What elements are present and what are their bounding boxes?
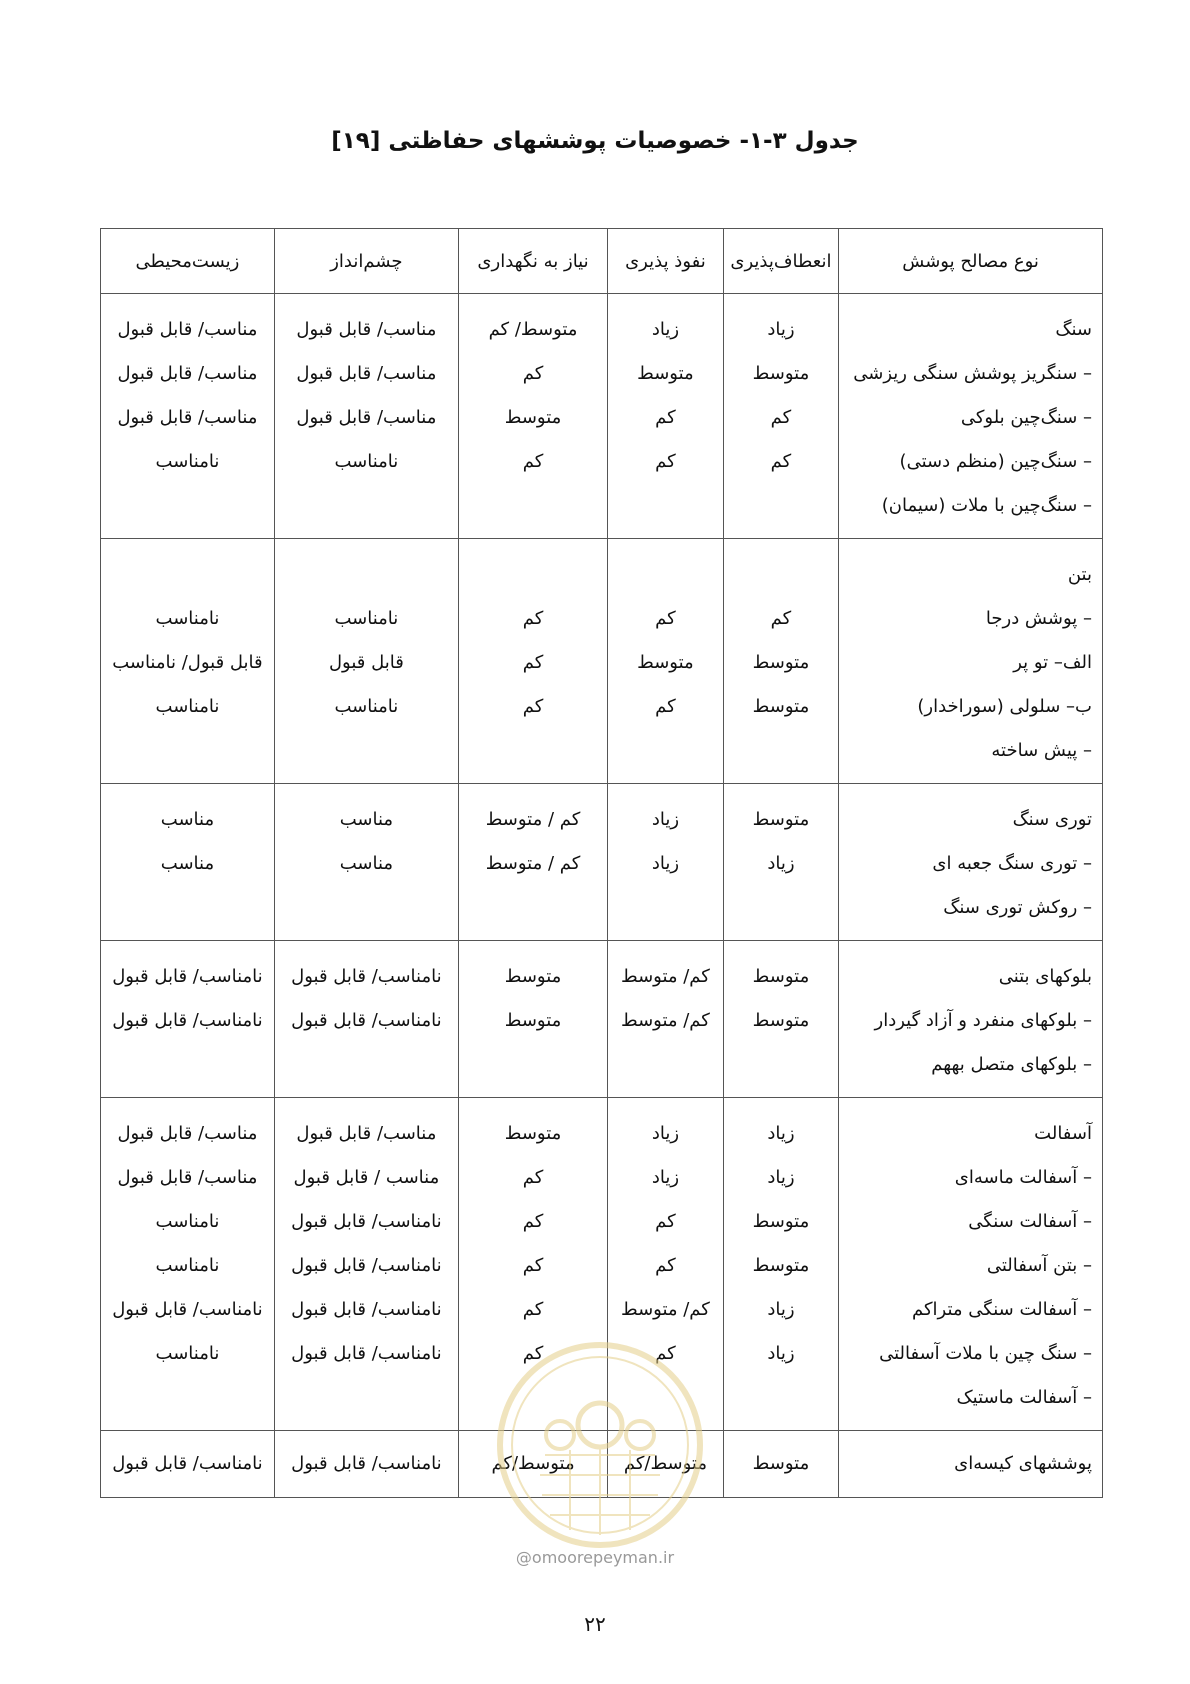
permeability-line: زیاد (651, 1123, 680, 1144)
material-line: – پیش ساخته (991, 740, 1092, 761)
flexibility-line: زیاد (767, 1299, 795, 1320)
maintenance-line: کم (522, 1255, 544, 1276)
material-line: توری سنگ (1012, 809, 1092, 830)
environment-line: مناسب/ قابل قبول (117, 363, 258, 384)
header-row (101, 229, 1103, 294)
environment-line: نامناسب/ قابل قبول (112, 1453, 263, 1474)
coatings-properties-table (100, 228, 1103, 1498)
cell-material (839, 294, 1103, 539)
material-line: – آسفالت سنگی (968, 1211, 1092, 1232)
landscape-line: نامناسب (334, 696, 399, 717)
permeability-line: کم (655, 608, 676, 629)
flexibility-line: متوسط (752, 966, 810, 987)
flexibility-line: متوسط (752, 1010, 810, 1031)
flexibility-line: متوسط (752, 652, 810, 673)
cell-flexibility (723, 1431, 839, 1498)
material-line: – سنگ‌چین (منظم دستی) (899, 451, 1092, 472)
maintenance-line: متوسط (504, 1010, 562, 1031)
cell-maintenance (458, 539, 607, 784)
permeability-line: متوسط (637, 652, 694, 673)
cell-permeability (608, 539, 724, 784)
maintenance-line: کم (522, 1343, 544, 1364)
material-line: پوششهای کیسه‌ای (954, 1453, 1092, 1474)
permeability-line: کم/ متوسط (620, 1010, 710, 1031)
material-line: بتن (1067, 564, 1092, 585)
landscape-line: قابل قبول (328, 652, 404, 673)
cell-flexibility (723, 941, 839, 1098)
material-line: – سنگ چین با ملات آسفالتی (879, 1343, 1092, 1364)
cell-material (839, 1431, 1103, 1498)
maintenance-line: متوسط (504, 407, 562, 428)
material-line: – روکش توری سنگ (943, 897, 1092, 918)
environment-line: مناسب/ قابل قبول (117, 407, 258, 428)
cell-flexibility (723, 294, 839, 539)
maintenance-line: کم (522, 363, 544, 384)
maintenance-line: متوسط (504, 966, 562, 987)
landscape-line: نامناسب/ قابل قبول (291, 1255, 442, 1276)
permeability-line: کم (655, 451, 676, 472)
landscape-line: نامناسب (334, 451, 399, 472)
table-row (101, 539, 1103, 784)
flexibility-line: کم (770, 451, 792, 472)
permeability-line: کم (655, 1343, 676, 1364)
material-line: – آسفالت سنگی متراکم (911, 1299, 1092, 1320)
permeability-line: کم (655, 1211, 676, 1232)
cell-permeability (608, 294, 724, 539)
landscape-line: نامناسب/ قابل قبول (291, 1343, 442, 1364)
permeability-line: زیاد (651, 809, 680, 830)
permeability-line: کم/ متوسط (620, 966, 710, 987)
cell-maintenance (458, 784, 607, 941)
header-permeability: نفوذ پذیری (608, 229, 724, 294)
material-line: – آسفالت ماستیک (956, 1387, 1092, 1408)
maintenance-line: متوسط/ کم (488, 319, 578, 340)
material-line: آسفالت (1034, 1123, 1092, 1144)
cell-environment (101, 539, 275, 784)
maintenance-line: متوسط (504, 1123, 562, 1144)
cell-material (839, 539, 1103, 784)
maintenance-line: کم (522, 1167, 544, 1188)
flexibility-line: متوسط (752, 1211, 810, 1232)
material-line: – آسفالت ماسه‌ای (954, 1167, 1092, 1188)
material-line: – بتن آسفالتی (986, 1255, 1092, 1276)
maintenance-line: کم / متوسط (485, 809, 581, 830)
cell-landscape (274, 294, 458, 539)
cell-environment (101, 1098, 275, 1431)
flexibility-line: متوسط (752, 809, 810, 830)
permeability-line: کم (655, 1255, 676, 1276)
landscape-line: مناسب (339, 809, 394, 830)
flexibility-line: متوسط (752, 1453, 810, 1474)
flexibility-line: کم (770, 608, 792, 629)
cell-flexibility (723, 1098, 839, 1431)
cell-landscape (274, 1098, 458, 1431)
environment-line: مناسب/ قابل قبول (117, 1167, 258, 1188)
maintenance-line: کم (522, 608, 544, 629)
material-line: – بلوکهای متصل بههم (931, 1054, 1092, 1075)
seal-watermark-icon (490, 1325, 710, 1565)
material-line: ب– سلولی (سوراخدار) (917, 696, 1092, 717)
material-line: – سنگریز پوشش سنگی ریزشی (853, 363, 1092, 384)
landscape-line: نامناسب/ قابل قبول (291, 1010, 442, 1031)
cell-environment (101, 294, 275, 539)
cell-environment (101, 784, 275, 941)
environment-line: نامناسب (155, 696, 220, 717)
cell-flexibility (723, 784, 839, 941)
maintenance-line: متوسط/کم (491, 1453, 575, 1474)
landscape-line: نامناسب/ قابل قبول (291, 1211, 442, 1232)
cell-material (839, 784, 1103, 941)
flexibility-line: متوسط (752, 1255, 810, 1276)
environment-line: نامناسب/ قابل قبول (112, 966, 263, 987)
maintenance-line: کم (522, 696, 544, 717)
cell-environment (101, 941, 275, 1098)
header-environment: زیست‌محیطی (101, 229, 275, 294)
environment-line: مناسب/ قابل قبول (117, 1123, 258, 1144)
table-row (101, 941, 1103, 1098)
website-watermark: @omoorepeyman.ir (515, 1548, 675, 1567)
landscape-line: نامناسب/ قابل قبول (291, 1453, 442, 1474)
permeability-line: متوسط (637, 363, 694, 384)
cell-landscape (274, 539, 458, 784)
permeability-line: زیاد (651, 319, 680, 340)
material-line: – توری سنگ جعبه ای (932, 853, 1092, 874)
header-material: نوع مصالح پوشش (839, 229, 1103, 294)
environment-line: قابل قبول/ نامناسب (112, 652, 263, 673)
landscape-line: مناسب/ قابل قبول (296, 363, 437, 384)
permeability-line: کم (655, 407, 676, 428)
cell-landscape (274, 784, 458, 941)
cell-permeability (608, 941, 724, 1098)
environment-line: نامناسب (155, 451, 220, 472)
environment-line: نامناسب (155, 1343, 220, 1364)
material-line: – پوشش درجا (985, 608, 1092, 629)
maintenance-line: کم (522, 1211, 544, 1232)
environment-line: مناسب/ قابل قبول (117, 319, 258, 340)
cell-permeability (608, 784, 724, 941)
material-line: سنگ (1055, 319, 1092, 340)
environment-line: نامناسب/ قابل قبول (112, 1010, 263, 1031)
cell-material (839, 941, 1103, 1098)
permeability-line: کم/ متوسط (620, 1299, 710, 1320)
maintenance-line: کم (522, 652, 544, 673)
cell-landscape (274, 1431, 458, 1498)
flexibility-line: زیاد (767, 1123, 795, 1144)
header-landscape: چشم‌انداز (274, 229, 458, 294)
landscape-line: نامناسب/ قابل قبول (291, 1299, 442, 1320)
cell-maintenance (458, 941, 607, 1098)
landscape-line: مناسب / قابل قبول (293, 1167, 440, 1188)
environment-line: نامناسب (155, 1255, 220, 1276)
environment-line: نامناسب/ قابل قبول (112, 1299, 263, 1320)
cell-flexibility (723, 539, 839, 784)
maintenance-line: کم (522, 451, 544, 472)
flexibility-line: متوسط (752, 696, 810, 717)
environment-line: مناسب (160, 809, 215, 830)
flexibility-line: زیاد (767, 1343, 795, 1364)
material-line: – بلوکهای منفرد و آزاد گیردار (874, 1010, 1092, 1031)
permeability-line: کم (655, 696, 676, 717)
permeability-line: متوسط/کم (623, 1453, 707, 1474)
landscape-line: مناسب/ قابل قبول (296, 319, 437, 340)
landscape-line: مناسب (339, 853, 394, 874)
material-line: الف– تو پر (1013, 652, 1092, 673)
material-line: بلوکهای بتنی (998, 966, 1092, 987)
table-row (101, 294, 1103, 539)
landscape-line: مناسب/ قابل قبول (296, 1123, 437, 1144)
header-flexibility: انعطاف‌پذیری (723, 229, 839, 294)
table-title: جدول ۳-۱- خصوصیات پوششهای حفاظتی [۱۹] (331, 128, 859, 154)
maintenance-line: کم / متوسط (485, 853, 581, 874)
cell-maintenance (458, 294, 607, 539)
permeability-line: زیاد (651, 853, 680, 874)
flexibility-line: زیاد (767, 853, 795, 874)
cell-material (839, 1098, 1103, 1431)
flexibility-line: کم (770, 407, 792, 428)
flexibility-line: زیاد (767, 319, 795, 340)
permeability-line: زیاد (651, 1167, 680, 1188)
material-line: – سنگ‌چین با ملات (سیمان) (881, 495, 1092, 516)
flexibility-line: متوسط (752, 363, 810, 384)
material-line: – سنگ‌چین بلوکی (960, 407, 1092, 428)
page-number: ۲۲ (584, 1612, 606, 1636)
landscape-line: نامناسب (334, 608, 399, 629)
maintenance-line: کم (522, 1299, 544, 1320)
environment-line: نامناسب (155, 608, 220, 629)
environment-line: مناسب (160, 853, 215, 874)
environment-line: نامناسب (155, 1211, 220, 1232)
flexibility-line: زیاد (767, 1167, 795, 1188)
landscape-line: مناسب/ قابل قبول (296, 407, 437, 428)
header-maintenance: نیاز به نگهداری (458, 229, 607, 294)
table-row (101, 784, 1103, 941)
landscape-line: نامناسب/ قابل قبول (291, 966, 442, 987)
cell-landscape (274, 941, 458, 1098)
cell-environment (101, 1431, 275, 1498)
